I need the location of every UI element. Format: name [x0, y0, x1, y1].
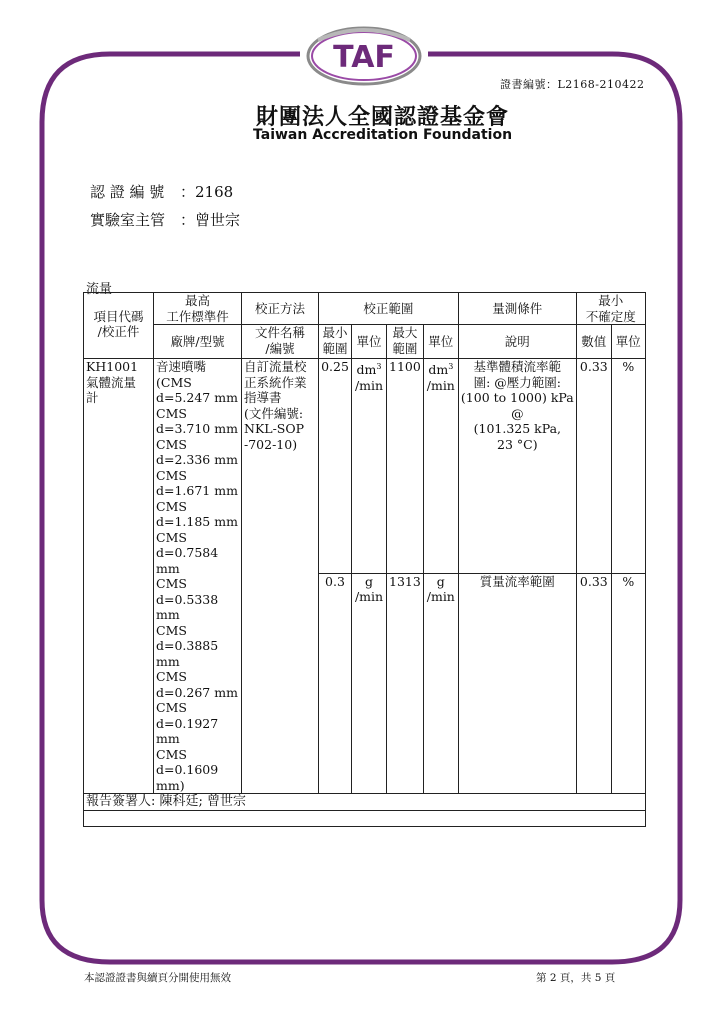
standard-cell: 音速噴嘴 (CMS d=5.247 mm CMS d=3.710 mm CMS d=2.336 mm CMS d=1.671 mm CMS d=1.185 mm CMS d=0.7584 mm CMS d=0.5338 mm CMS d=0.3885 mm CMS d=0.267 mm CMS d=0.1927 mm CMS d=0.1609 mm)	[154, 359, 242, 794]
accreditation-label: 認 證 編 號	[90, 183, 165, 201]
row1-max-unit: $dm^3$ /min	[423, 359, 458, 574]
header-max-range: 最大 範圍	[387, 325, 424, 359]
header-range: 校正範圍	[319, 293, 459, 325]
row2-min-unit: g /min	[352, 573, 387, 793]
header-conditions: 量測條件	[458, 293, 576, 325]
row1-unc-value: 0.33	[576, 359, 611, 574]
org-name-cn: 財團法人全國認證基金會	[256, 105, 510, 130]
row2-max: 1313	[387, 573, 424, 793]
row1-min-unit: $dm^3$ /min	[352, 359, 387, 574]
org-name-en: Taiwan Accreditation Foundation	[253, 127, 513, 143]
certificate-number: 證書編號：L2168-210422	[500, 78, 645, 91]
row2-description: 質量流率範圍	[458, 573, 576, 793]
item-cell: KH1001 氣體流量 計	[84, 359, 154, 794]
report-signer: 報告簽署人: 陳科廷; 曾世宗	[84, 794, 646, 811]
row1-description: 基準體積流率範 圍: @壓力範圍: (100 to 1000) kPa @ (101.325 kPa, 23 °C)	[458, 359, 576, 574]
header-description: 說明	[458, 325, 576, 359]
supervisor-value: ：曾世宗	[180, 211, 241, 229]
header-min-range: 最小 範圍	[319, 325, 352, 359]
header-value: 數值	[576, 325, 611, 359]
supervisor-row	[90, 209, 240, 230]
supervisor-label: 實驗室主管	[90, 211, 166, 229]
header-doc-name: 文件名稱 /編號	[242, 325, 319, 359]
footer-note: 本認證證書與續頁分開使用無效	[84, 972, 231, 984]
header-uncertainty: 最小 不確定度	[576, 293, 645, 325]
row1-min: 0.25	[319, 359, 352, 574]
section-title: 流量	[86, 282, 113, 297]
header-standard: 最高 工作標準件	[154, 293, 242, 325]
logo-text: TAF	[333, 40, 395, 75]
page-number: 第 2 頁，共 5 頁	[536, 972, 616, 984]
accreditation-number-row	[90, 181, 233, 202]
row2-min: 0.3	[319, 573, 352, 793]
header-method: 校正方法	[242, 293, 319, 325]
header-item: 項目代碼 /校正件	[84, 293, 154, 359]
empty-row	[84, 810, 646, 826]
calibration-table	[83, 292, 646, 827]
row2-unc-value: 0.33	[576, 573, 611, 793]
header-brand-model: 廠牌/型號	[154, 325, 242, 359]
row1-unc-unit: %	[611, 359, 645, 574]
header-unit2: 單位	[423, 325, 458, 359]
method-cell: 自訂流量校 正系統作業 指導書 (文件編號: NKL-SOP -702-10)	[242, 359, 319, 794]
calibration-table-wrap	[83, 292, 646, 827]
row2-unc-unit: %	[611, 573, 645, 793]
taf-logo	[308, 28, 420, 84]
row1-max: 1100	[387, 359, 424, 574]
accreditation-value: ：2168	[180, 183, 234, 201]
header-unit: 單位	[352, 325, 387, 359]
row2-max-unit: g /min	[423, 573, 458, 793]
header-unit3: 單位	[611, 325, 645, 359]
